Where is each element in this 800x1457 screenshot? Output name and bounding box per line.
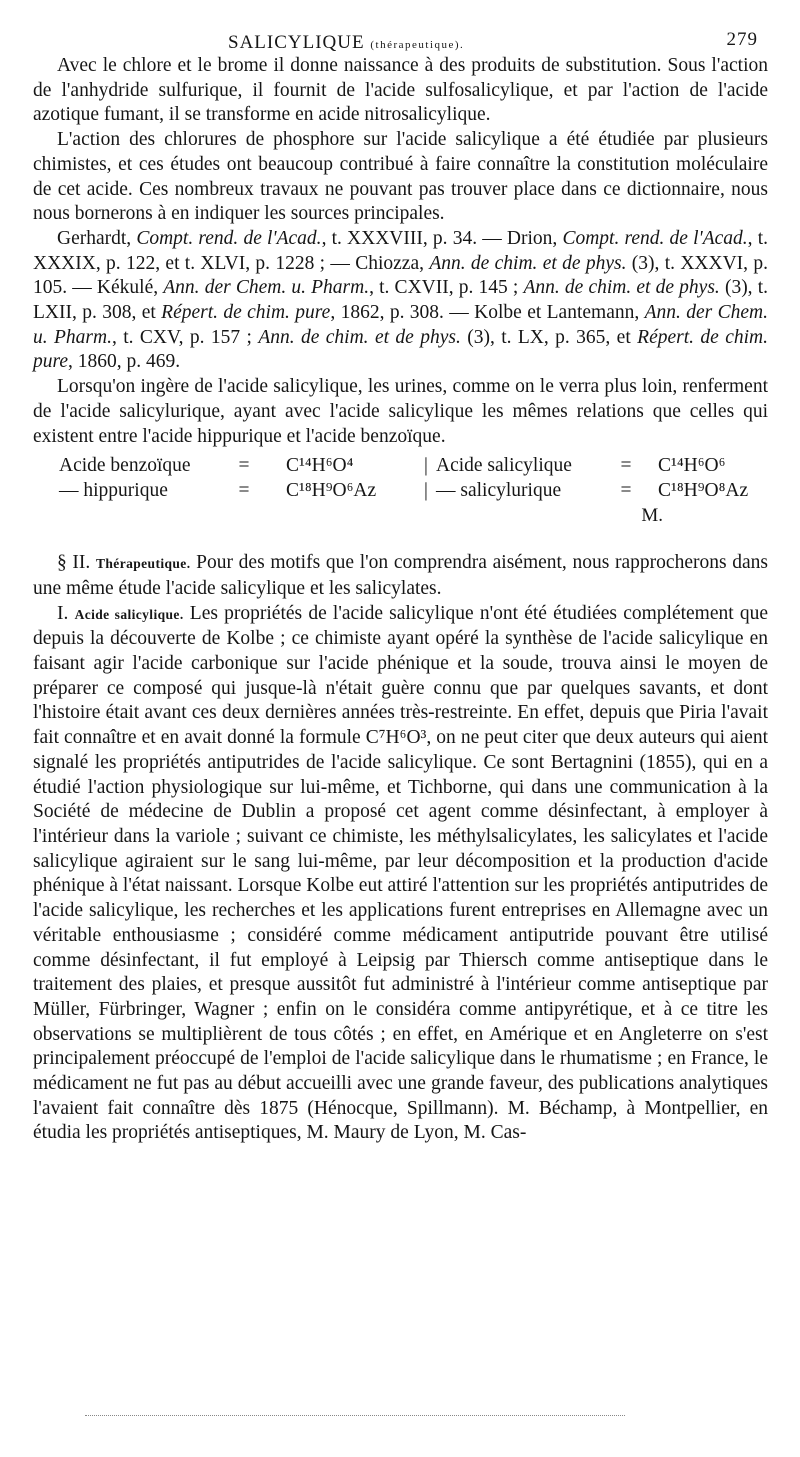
ref-text: , t. CXVII, p. 145 ;	[369, 277, 524, 299]
ref-text: Gerhardt,	[57, 227, 137, 249]
chemical-formula: C¹⁸H⁹O⁸Az	[658, 479, 749, 501]
ref-text: (3), t. LX, p. 365, et	[460, 326, 638, 348]
ref-journal: Ann. de chim. et de phys.	[258, 326, 461, 348]
ref-text: , t. XXXVIII, p. 34. — Drion,	[321, 227, 563, 249]
ref-journal: Ann. de chim. et de phys.	[523, 277, 720, 299]
equals-sign: =	[620, 479, 632, 501]
equals-sign: =	[238, 454, 250, 476]
column-separator: |	[424, 454, 428, 476]
ref-text: (3), t. XXXVI, p. 105. — Kékulé,	[33, 252, 768, 299]
formula-row-benzoic	[33, 453, 768, 478]
ref-journal: Répert. de chim. pure	[33, 326, 768, 373]
ref-text: , t. XXXIX, p. 122, et t. XLVI, p. 1228 ; — Chiozza,	[33, 227, 768, 274]
section-heading: Thérapeutique.	[95, 556, 191, 572]
chemical-formula: C¹⁸H⁹O⁶Az	[286, 479, 377, 501]
document-page	[33, 24, 768, 1146]
section-marker: § II.	[57, 552, 91, 574]
formula-row-hippuric	[33, 478, 768, 503]
running-header	[33, 24, 768, 54]
header-subtitle: (thérapeutique).	[370, 39, 465, 51]
chemical-formula: C¹⁴H⁶O⁴	[286, 454, 354, 476]
ref-journal: Ann. de chim. et de phys.	[429, 252, 627, 274]
ref-journal: Compt. rend. de l'Acad.	[136, 227, 322, 249]
formula-name: — hippurique	[59, 479, 168, 501]
paragraph-therapeutique	[33, 551, 768, 601]
ref-journal: Ann. der Chem. u. Pharm.	[33, 302, 768, 348]
column-separator: |	[424, 479, 428, 501]
paragraph-urine: Lorsqu'on ingère de l'acide salicylique, les urines, comme on le verra plus loin, renferment de l'acide salicylurique, ayant avec l'acide salicylique les mêmes relations que celles qui existent entre l'acide hippurique et l'acide benzoïque.	[33, 376, 768, 447]
formula-name: Acide benzoïque	[59, 454, 191, 476]
paragraph-references	[33, 227, 768, 375]
ref-text: , 1860, p. 469.	[68, 351, 181, 373]
ref-text: (3), t. LXII, p. 308, et	[33, 277, 768, 324]
formula-table	[33, 453, 768, 503]
ref-journal: Compt. rend. de l'Acad.	[562, 227, 748, 249]
paragraph-chlorides: L'action des chlorures de phosphore sur l'acide salicylique a été étudiée par plusieurs chimistes, et ces études ont beaucoup contribué à faire connaître la constitution moléculaire de cet acide. Ces nombreux travaux ne pouvant pas trouver place dans ce dictionnaire, nous nous bornerons à en indiquer les sources principales.	[33, 129, 768, 225]
formula-name: — salicylurique	[436, 479, 562, 501]
page-number: 279	[726, 29, 758, 50]
ref-journal: Répert. de chim. pure	[161, 302, 331, 324]
ref-text: , 1862, p. 308. — Kolbe et Lantemann,	[330, 302, 645, 324]
ref-text: , t. CXV, p. 157 ;	[111, 326, 259, 348]
equals-sign: =	[238, 479, 250, 501]
subsection-body: Les propriétés de l'acide salicylique n'ont été étudiées complétement que depuis la découverte de Kolbe ; ce chimiste ayant opéré la synthèse de l'acide salicylique en faisant agir l'acide carbonique sur l'acide phénique et la soude, trouva ainsi le moyen de préparer ce composé qui jusque-là n'était guère connu que par quelques savants, et dont l'histoire était avant ces deux dernières années très-restreinte. En effet, depuis que Piria l'avait fait connaître et en avait donné la formule C⁷H⁶O³, on ne peut citer que deux auteurs qui aient signalé les propriétés antiputrides de l'acide salicylique. Ce sont Bertagnini (1855), qui en a étudié l'action physiologique sur lui-même, et Tichborne, qui dans une communication à la Société de médecine de Dublin a proposé cet agent comme désinfectant, à employer à l'intérieur dans la variole ; suivant ce chimiste, les méthylsalicylates, les salicylates et l'acide salicylique agiraient sur le sang lui-même, par leur décomposition et la production d'acide phénique à l'état naissant. Lorsque Kolbe eut attiré l'attention sur les propriétés antiputrides de l'acide salicylique, les recherches et les applications furent entreprises en Allemagne avec un véritable enthousiasme ; considéré comme médicament antiputride pouvant être utilisé comme désinfectant, il fut employé à Leipsig par Thiersch comme antiseptique dans le traitement des plaies, et presque aussitôt fut administré à l'intérieur comme antiseptique par Müller, Fürbringer, Wagner ; enfin on le considéra comme antipyrétique, et à ce titre les observations se multiplièrent de tous côtés ; en effet, en Amérique et en Angleterre on s'est principalement préoccupé de l'emploi de l'acide salicylique dans le rhumatisme ; en France, le médicament ne fut pas au début accueilli avec une grande faveur, des publications analytiques l'avaient fait connaître dès 1875 (Hénocque, Spillmann). M. Béchamp, à Montpellier, en étudia les propriétés antiseptiques, M. Maury de Lyon, M. Cas-	[33, 602, 769, 1144]
formula-name: Acide salicylique	[436, 454, 572, 476]
chemical-formula: C¹⁴H⁶O⁶	[658, 454, 726, 476]
paragraph-substitution: Avec le chlore et le brome il donne naissance à des produits de substitution. Sous l'action de l'anhydride sulfurique, il fournit de l'acide sulfosalicylique, et par l'action de l'acide azotique fumant, il se transforme en acide nitrosalicylique.	[33, 55, 768, 126]
footer-dotted-rule	[85, 1415, 625, 1416]
section-intro: Pour des motifs que l'on comprendra aisément, nous rapprocherons dans une même étude l'acide salicylique et les salicylates.	[33, 552, 768, 599]
paragraph-acide-salicylique	[33, 602, 768, 1146]
author-signature: M.	[641, 505, 663, 527]
equals-sign: =	[620, 454, 632, 476]
running-title	[228, 32, 464, 54]
ref-journal: Ann. der Chem. u. Pharm.	[163, 277, 370, 299]
subsection-heading: Acide salicylique.	[74, 606, 184, 622]
subsection-marker: I.	[57, 602, 69, 624]
header-title: SALICYLIQUE	[228, 32, 365, 53]
section-spacer	[33, 529, 768, 551]
